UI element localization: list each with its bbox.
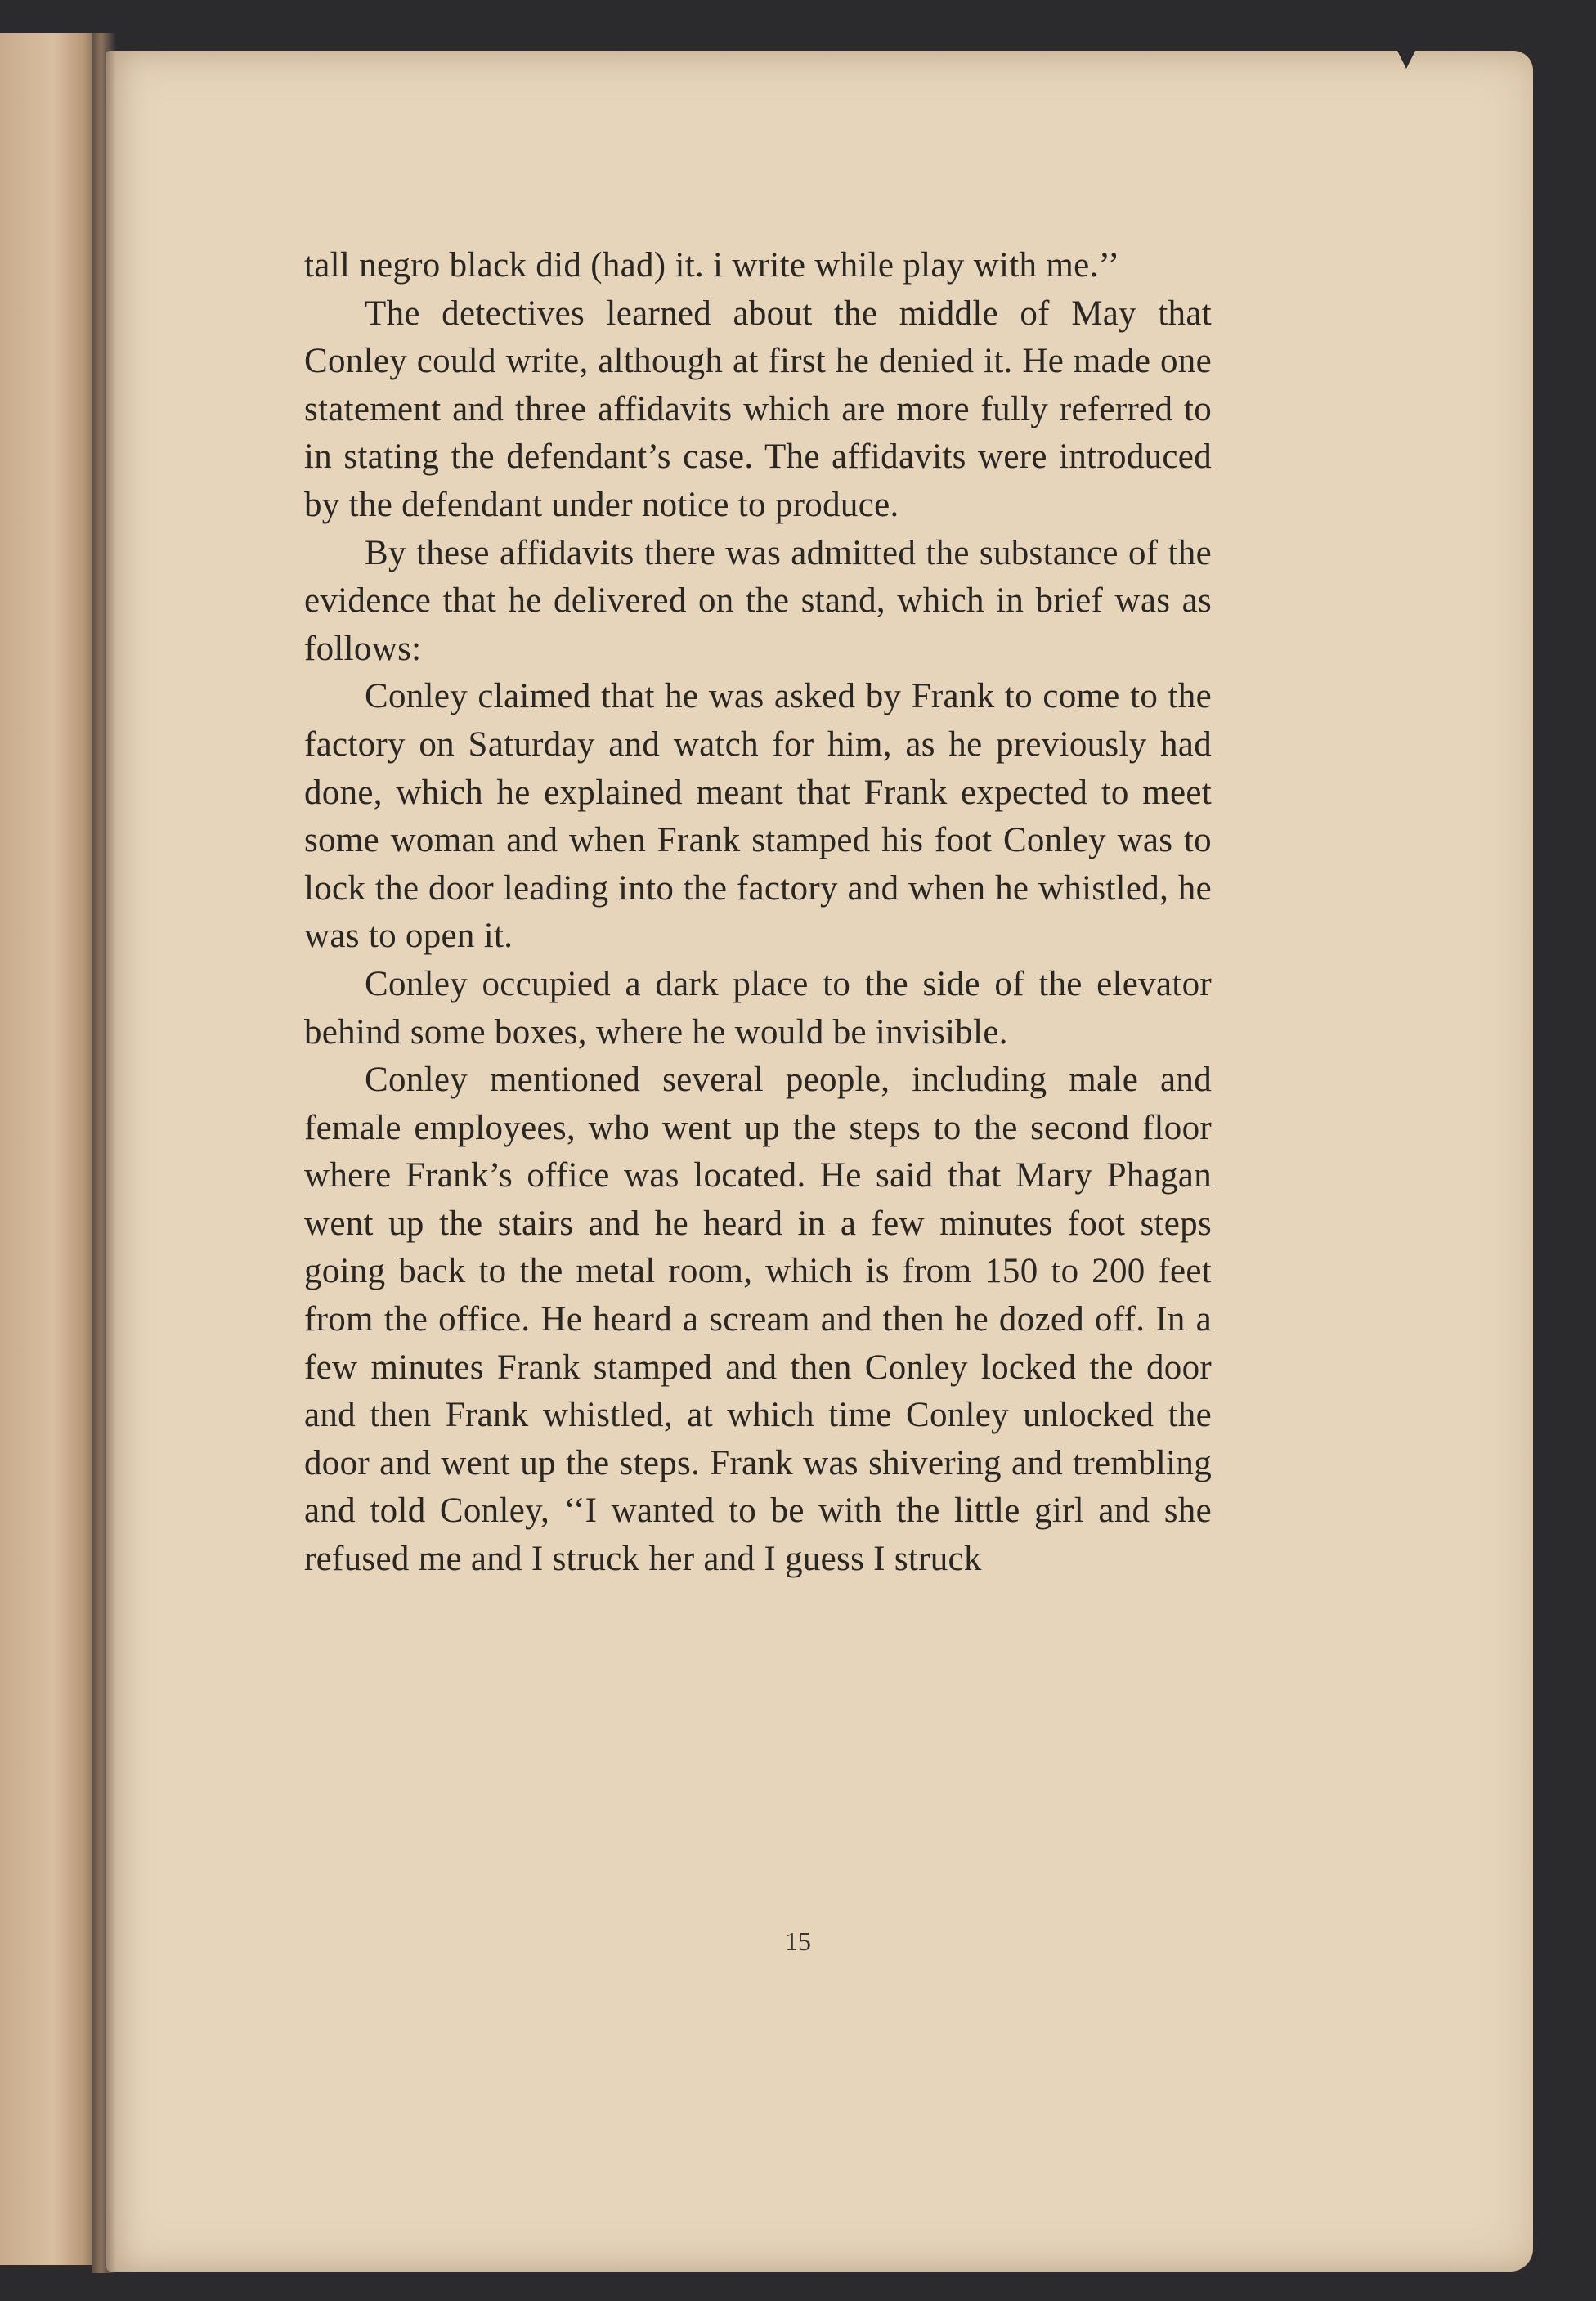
paragraph-continuation: tall negro black did (had) it. i write while play with me.’’ <box>304 246 1120 285</box>
body-text <box>304 242 1212 1584</box>
paragraph: Conley claimed that he was asked by Frank to come to the factory on Saturday and watch for him, as he previously had done, which he explained meant that Frank expected to meet some woman and when Frank stamped his foot Conley was to lock the door leading into the factory and when he whistled, he was to open it. <box>304 677 1212 956</box>
paragraph: By these affidavits there was admitted the substance of the evidence that he delivered on the stand, which in brief was as follows: <box>304 533 1212 668</box>
page-corner-notch <box>1396 49 1416 69</box>
page-number: 15 <box>785 1926 811 1956</box>
paragraph: The detectives learned about the middle of May that Conley could write, although at first he denied it. He made one statement and three affidavits which are more fully referred to in stating the defendant’s case. The affidavits were introduced by the defendant under notice to produce. <box>304 294 1212 524</box>
paragraph: Conley mentioned several people, including male and female employees, who went up the steps to the second floor where Frank’s office was located. He said that Mary Phagan went up the stairs and he heard in a few minutes foot steps going back to the metal room, which is from 150 to 200 feet from the office. He heard a scream and then he dozed off. In a few minutes Frank stamped and then Conley locked the door and then Frank whistled, at which time Conley unlocked the door and went up the steps. Frank was shivering and trembling and told Conley, ‘‘I wanted to be with the little girl and she refused me and I struck her and I guess I struck <box>304 1061 1212 1579</box>
paragraph: Conley occupied a dark place to the side of the elevator behind some boxes, where he would be invisible. <box>304 964 1212 1052</box>
